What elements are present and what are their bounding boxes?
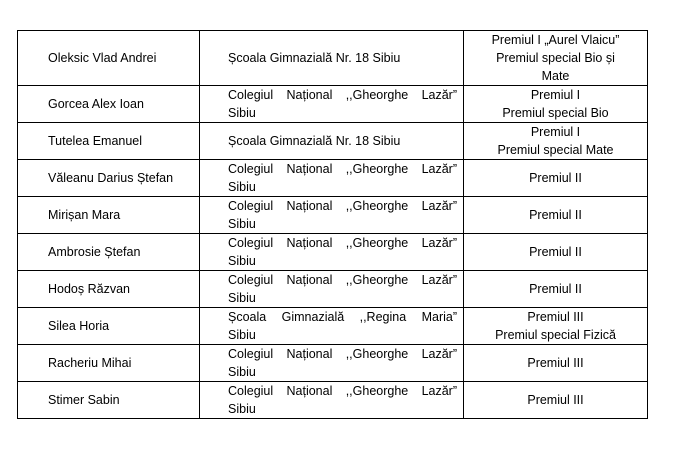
award-cell: [464, 308, 648, 345]
award-cell: [464, 31, 648, 86]
award-cell: [464, 86, 648, 123]
school-line: Colegiul Național ,,Gheorghe Lazăr”: [228, 199, 457, 213]
student-name-cell: Mirișan Mara: [18, 197, 200, 234]
table-row: [18, 234, 648, 271]
school-cell: [200, 271, 464, 308]
award-line: Premiul I: [530, 88, 581, 102]
school-line: Sibiu: [228, 402, 256, 416]
school-line: Colegiul Național ,,Gheorghe Lazăr”: [228, 273, 457, 287]
table-row: [18, 160, 648, 197]
table-row: [18, 271, 648, 308]
student-name-cell: Tutelea Emanuel: [18, 123, 200, 160]
school-line: Sibiu: [228, 365, 256, 379]
table-row: [18, 308, 648, 345]
school-cell: [200, 345, 464, 382]
award-line: Premiul special Fizică: [495, 328, 616, 342]
school-cell: [200, 382, 464, 419]
award-cell: [464, 234, 648, 271]
student-name-cell: Oleksic Vlad Andrei: [18, 31, 200, 86]
school-line: Colegiul Național ,,Gheorghe Lazăr”: [228, 236, 457, 250]
school-line: Sibiu: [228, 328, 256, 342]
student-name-cell: Gorcea Alex Ioan: [18, 86, 200, 123]
award-line: Mate: [541, 69, 570, 83]
table-row: [18, 345, 648, 382]
school-line: Școala Gimnazială ,,Regina Maria”: [228, 310, 457, 324]
school-cell: [200, 160, 464, 197]
table-row: [18, 123, 648, 160]
school-line: Sibiu: [228, 217, 256, 231]
table-row: [18, 31, 648, 86]
table-row: [18, 197, 648, 234]
award-cell: [464, 123, 648, 160]
school-cell: [200, 308, 464, 345]
award-line: Premiul I: [530, 125, 581, 139]
award-cell: [464, 382, 648, 419]
award-line: Premiul special Bio și: [496, 51, 615, 65]
award-line: Premiul III: [527, 356, 584, 370]
school-line: Sibiu: [228, 106, 256, 120]
student-name-cell: Ambrosie Ștefan: [18, 234, 200, 271]
award-line: Premiul III: [527, 310, 584, 324]
results-table-body: [18, 31, 648, 419]
student-name-cell: Racheriu Mihai: [18, 345, 200, 382]
school-cell: [200, 123, 464, 160]
school-cell: [200, 31, 464, 86]
student-name-cell: Silea Horia: [18, 308, 200, 345]
award-line: Premiul II: [529, 208, 582, 222]
school-line: Sibiu: [228, 291, 256, 305]
school-cell: [200, 86, 464, 123]
table-row: [18, 86, 648, 123]
school-line: Colegiul Național ,,Gheorghe Lazăr”: [228, 384, 457, 398]
school-line: Sibiu: [228, 254, 256, 268]
award-line: Premiul II: [529, 282, 582, 296]
award-cell: [464, 160, 648, 197]
school-line: Colegiul Național ,,Gheorghe Lazăr”: [228, 162, 457, 176]
student-name-cell: Hodoș Răzvan: [18, 271, 200, 308]
table-row: [18, 382, 648, 419]
school-line: Sibiu: [228, 180, 256, 194]
school-cell: [200, 234, 464, 271]
award-line: Premiul special Mate: [497, 143, 614, 157]
results-table: [17, 30, 648, 419]
school-line: Școala Gimnazială Nr. 18 Sibiu: [228, 51, 401, 65]
award-line: Premiul II: [529, 245, 582, 259]
student-name-cell: Văleanu Darius Ștefan: [18, 160, 200, 197]
award-line: Premiul special Bio: [502, 106, 609, 120]
award-cell: [464, 345, 648, 382]
school-line: Școala Gimnazială Nr. 18 Sibiu: [228, 134, 401, 148]
award-line: Premiul I „Aurel Vlaicu”: [491, 33, 620, 47]
school-line: Colegiul Național ,,Gheorghe Lazăr”: [228, 347, 457, 361]
award-cell: [464, 197, 648, 234]
award-line: Premiul II: [529, 171, 582, 185]
award-cell: [464, 271, 648, 308]
school-cell: [200, 197, 464, 234]
award-line: Premiul III: [527, 393, 584, 407]
school-line: Colegiul Național ,,Gheorghe Lazăr”: [228, 88, 457, 102]
student-name-cell: Stimer Sabin: [18, 382, 200, 419]
